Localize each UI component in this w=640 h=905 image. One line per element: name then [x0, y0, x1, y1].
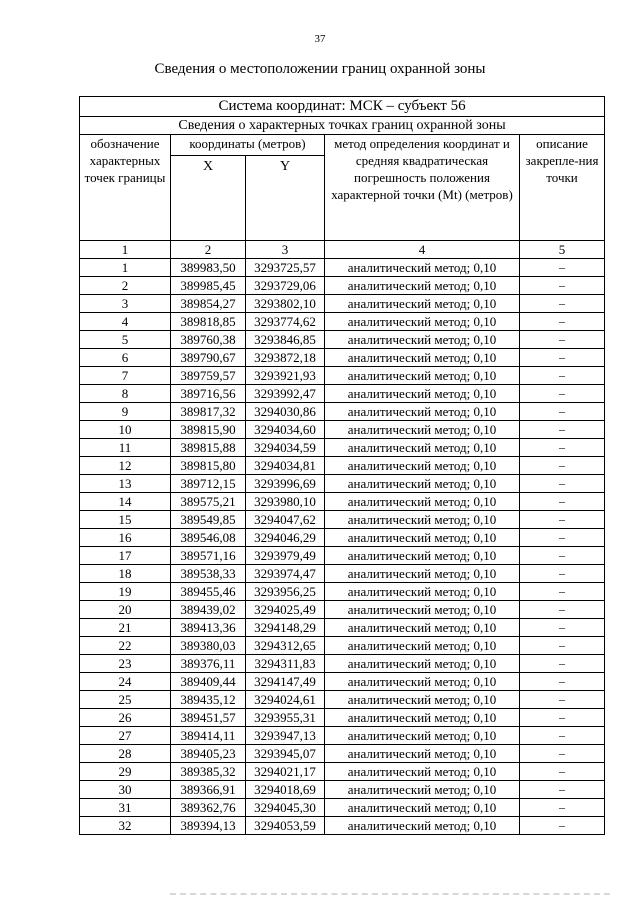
- method-accuracy: аналитический метод; 0,10: [325, 745, 520, 763]
- point-number: 5: [80, 331, 171, 349]
- method-accuracy: аналитический метод; 0,10: [325, 529, 520, 547]
- method-accuracy: аналитический метод; 0,10: [325, 781, 520, 799]
- coordinates-column-header: координаты (метров): [171, 135, 325, 156]
- y-coordinate: 3294025,49: [246, 601, 325, 619]
- method-accuracy: аналитический метод; 0,10: [325, 565, 520, 583]
- y-coordinate: 3293725,57: [246, 259, 325, 277]
- column-number: 1: [80, 241, 171, 259]
- method-accuracy: аналитический метод; 0,10: [325, 511, 520, 529]
- column-number: 2: [171, 241, 246, 259]
- point-number: 14: [80, 493, 171, 511]
- y-coordinate: 3293974,47: [246, 565, 325, 583]
- x-coordinate: 389790,67: [171, 349, 246, 367]
- point-description: –: [520, 259, 605, 277]
- table-row: [80, 421, 605, 439]
- x-coordinate: 389815,88: [171, 439, 246, 457]
- table-row: [80, 313, 605, 331]
- point-number: 9: [80, 403, 171, 421]
- point-number: 20: [80, 601, 171, 619]
- point-description: –: [520, 493, 605, 511]
- x-coordinate: 389759,57: [171, 367, 246, 385]
- x-coordinate: 389985,45: [171, 277, 246, 295]
- point-number: 19: [80, 583, 171, 601]
- table-row: [80, 673, 605, 691]
- point-number: 8: [80, 385, 171, 403]
- y-coordinate: 3293802,10: [246, 295, 325, 313]
- point-description: –: [520, 673, 605, 691]
- table-row: [80, 655, 605, 673]
- point-description: –: [520, 727, 605, 745]
- point-description: –: [520, 511, 605, 529]
- method-accuracy: аналитический метод; 0,10: [325, 367, 520, 385]
- x-coordinate: 389712,15: [171, 475, 246, 493]
- y-coordinate: 3293956,25: [246, 583, 325, 601]
- column-number: 3: [246, 241, 325, 259]
- method-accuracy: аналитический метод; 0,10: [325, 439, 520, 457]
- table-row: [80, 763, 605, 781]
- column-numbers-row: [80, 241, 605, 259]
- table-row: [80, 403, 605, 421]
- method-accuracy: аналитический метод; 0,10: [325, 655, 520, 673]
- scan-artifact-marks: [170, 893, 610, 901]
- y-coordinate: 3294034,81: [246, 457, 325, 475]
- y-coordinate: 3294053,59: [246, 817, 325, 835]
- description-column-header: описание закрепле-ния точки: [520, 135, 605, 241]
- x-coordinate: 389854,27: [171, 295, 246, 313]
- point-description: –: [520, 421, 605, 439]
- point-number: 10: [80, 421, 171, 439]
- x-coordinate: 389376,11: [171, 655, 246, 673]
- method-accuracy: аналитический метод; 0,10: [325, 277, 520, 295]
- table-row: [80, 691, 605, 709]
- table-row: [80, 709, 605, 727]
- method-accuracy: аналитический метод; 0,10: [325, 403, 520, 421]
- point-number: 16: [80, 529, 171, 547]
- system-header-row: [80, 97, 605, 117]
- point-description: –: [520, 349, 605, 367]
- table-row: [80, 331, 605, 349]
- point-number: 12: [80, 457, 171, 475]
- table-row: [80, 349, 605, 367]
- points-header-row: [80, 117, 605, 135]
- y-coordinate: 3293992,47: [246, 385, 325, 403]
- point-description: –: [520, 439, 605, 457]
- table-row: [80, 547, 605, 565]
- x-coordinate: 389538,33: [171, 565, 246, 583]
- x-coordinate: 389413,36: [171, 619, 246, 637]
- table-row: [80, 295, 605, 313]
- table-row: [80, 745, 605, 763]
- point-number: 3: [80, 295, 171, 313]
- column-number: 5: [520, 241, 605, 259]
- point-number: 2: [80, 277, 171, 295]
- point-description: –: [520, 655, 605, 673]
- point-description: –: [520, 745, 605, 763]
- method-accuracy: аналитический метод; 0,10: [325, 727, 520, 745]
- table-row: [80, 817, 605, 835]
- method-accuracy: аналитический метод; 0,10: [325, 619, 520, 637]
- point-number: 32: [80, 817, 171, 835]
- point-description: –: [520, 457, 605, 475]
- point-description: –: [520, 313, 605, 331]
- method-column-header: метод определения координат и средняя квадратическая погрешность положения характерной точки (Mt) (метров): [325, 135, 520, 241]
- y-coordinate: 3293846,85: [246, 331, 325, 349]
- point-number: 30: [80, 781, 171, 799]
- y-coordinate: 3294034,59: [246, 439, 325, 457]
- x-coordinate: 389716,56: [171, 385, 246, 403]
- table-row: [80, 457, 605, 475]
- point-description: –: [520, 781, 605, 799]
- method-accuracy: аналитический метод; 0,10: [325, 763, 520, 781]
- y-coordinate: 3294021,17: [246, 763, 325, 781]
- y-coordinate: 3294030,86: [246, 403, 325, 421]
- table-row: [80, 277, 605, 295]
- y-coordinate: 3294046,29: [246, 529, 325, 547]
- method-accuracy: аналитический метод; 0,10: [325, 475, 520, 493]
- table-row: [80, 799, 605, 817]
- points-section-header: Сведения о характерных точках границ охранной зоны: [80, 117, 605, 135]
- table-row: [80, 493, 605, 511]
- y-coordinate: 3293729,06: [246, 277, 325, 295]
- method-accuracy: аналитический метод; 0,10: [325, 349, 520, 367]
- x-coordinate: 389575,21: [171, 493, 246, 511]
- method-accuracy: аналитический метод; 0,10: [325, 601, 520, 619]
- x-coordinate: 389760,38: [171, 331, 246, 349]
- method-accuracy: аналитический метод; 0,10: [325, 493, 520, 511]
- x-coordinate: 389435,12: [171, 691, 246, 709]
- point-number: 24: [80, 673, 171, 691]
- table-row: [80, 781, 605, 799]
- point-number: 15: [80, 511, 171, 529]
- point-description: –: [520, 619, 605, 637]
- point-description: –: [520, 475, 605, 493]
- x-coordinate: 389366,91: [171, 781, 246, 799]
- y-coordinate: 3293872,18: [246, 349, 325, 367]
- point-number: 21: [80, 619, 171, 637]
- x-coordinate: 389815,80: [171, 457, 246, 475]
- table-row: [80, 619, 605, 637]
- coordinate-system-header: Система координат: МСК – субъект 56: [80, 97, 605, 117]
- point-description: –: [520, 799, 605, 817]
- y-coordinate: 3294024,61: [246, 691, 325, 709]
- y-coordinate: 3294047,62: [246, 511, 325, 529]
- y-coordinate: 3294311,83: [246, 655, 325, 673]
- x-coordinate: 389394,13: [171, 817, 246, 835]
- method-accuracy: аналитический метод; 0,10: [325, 547, 520, 565]
- point-description: –: [520, 367, 605, 385]
- x-coordinate: 389409,44: [171, 673, 246, 691]
- table-row: [80, 601, 605, 619]
- point-number: 18: [80, 565, 171, 583]
- y-coordinate: 3294147,49: [246, 673, 325, 691]
- table-row: [80, 583, 605, 601]
- point-description: –: [520, 277, 605, 295]
- point-description: –: [520, 295, 605, 313]
- x-coordinate: 389455,46: [171, 583, 246, 601]
- y-coordinate: 3293945,07: [246, 745, 325, 763]
- y-coordinate: 3294034,60: [246, 421, 325, 439]
- method-accuracy: аналитический метод; 0,10: [325, 673, 520, 691]
- method-accuracy: аналитический метод; 0,10: [325, 817, 520, 835]
- x-coordinate: 389546,08: [171, 529, 246, 547]
- point-number: 23: [80, 655, 171, 673]
- table-row: [80, 367, 605, 385]
- point-description: –: [520, 709, 605, 727]
- table-row: [80, 439, 605, 457]
- point-number: 25: [80, 691, 171, 709]
- method-accuracy: аналитический метод; 0,10: [325, 457, 520, 475]
- point-number: 22: [80, 637, 171, 655]
- page-number: 37: [314, 33, 326, 45]
- point-number: 13: [80, 475, 171, 493]
- table-row: [80, 727, 605, 745]
- method-accuracy: аналитический метод; 0,10: [325, 637, 520, 655]
- point-description: –: [520, 763, 605, 781]
- x-coordinate: 389818,85: [171, 313, 246, 331]
- y-coordinate: 3293979,49: [246, 547, 325, 565]
- point-number: 6: [80, 349, 171, 367]
- x-coordinate: 389571,16: [171, 547, 246, 565]
- x-coordinate: 389380,03: [171, 637, 246, 655]
- y-coordinate: 3293947,13: [246, 727, 325, 745]
- method-accuracy: аналитический метод; 0,10: [325, 385, 520, 403]
- point-description: –: [520, 691, 605, 709]
- x-coordinate: 389414,11: [171, 727, 246, 745]
- point-description: –: [520, 403, 605, 421]
- designation-column-header: обозначение характерных точек границы: [80, 135, 171, 241]
- point-number: 11: [80, 439, 171, 457]
- point-number: 28: [80, 745, 171, 763]
- method-accuracy: аналитический метод; 0,10: [325, 295, 520, 313]
- y-column-header: Y: [246, 156, 325, 241]
- point-number: 27: [80, 727, 171, 745]
- y-coordinate: 3293921,93: [246, 367, 325, 385]
- document-title: Сведения о местоположении границ охранной зоны: [154, 61, 486, 77]
- table-row: [80, 385, 605, 403]
- table-row: [80, 565, 605, 583]
- y-coordinate: 3293955,31: [246, 709, 325, 727]
- y-coordinate: 3293996,69: [246, 475, 325, 493]
- method-accuracy: аналитический метод; 0,10: [325, 313, 520, 331]
- point-number: 17: [80, 547, 171, 565]
- method-accuracy: аналитический метод; 0,10: [325, 331, 520, 349]
- method-accuracy: аналитический метод; 0,10: [325, 583, 520, 601]
- point-number: 4: [80, 313, 171, 331]
- table-row: [80, 637, 605, 655]
- y-coordinate: 3293774,62: [246, 313, 325, 331]
- point-description: –: [520, 385, 605, 403]
- point-description: –: [520, 583, 605, 601]
- point-description: –: [520, 817, 605, 835]
- point-description: –: [520, 529, 605, 547]
- x-coordinate: 389385,32: [171, 763, 246, 781]
- method-accuracy: аналитический метод; 0,10: [325, 421, 520, 439]
- point-number: 26: [80, 709, 171, 727]
- x-column-header: X: [171, 156, 246, 241]
- x-coordinate: 389439,02: [171, 601, 246, 619]
- column-number: 4: [325, 241, 520, 259]
- x-coordinate: 389817,32: [171, 403, 246, 421]
- point-number: 29: [80, 763, 171, 781]
- coordinates-table: [79, 96, 605, 835]
- x-coordinate: 389815,90: [171, 421, 246, 439]
- table-row: [80, 475, 605, 493]
- x-coordinate: 389451,57: [171, 709, 246, 727]
- method-accuracy: аналитический метод; 0,10: [325, 259, 520, 277]
- point-description: –: [520, 637, 605, 655]
- y-coordinate: 3294045,30: [246, 799, 325, 817]
- table-row: [80, 259, 605, 277]
- x-coordinate: 389983,50: [171, 259, 246, 277]
- method-accuracy: аналитический метод; 0,10: [325, 691, 520, 709]
- y-coordinate: 3294148,29: [246, 619, 325, 637]
- point-number: 1: [80, 259, 171, 277]
- y-coordinate: 3294312,65: [246, 637, 325, 655]
- method-accuracy: аналитический метод; 0,10: [325, 799, 520, 817]
- table-row: [80, 529, 605, 547]
- y-coordinate: 3294018,69: [246, 781, 325, 799]
- x-coordinate: 389362,76: [171, 799, 246, 817]
- table-row: [80, 511, 605, 529]
- point-number: 7: [80, 367, 171, 385]
- column-header-row: [80, 135, 605, 156]
- point-description: –: [520, 565, 605, 583]
- method-accuracy: аналитический метод; 0,10: [325, 709, 520, 727]
- x-coordinate: 389405,23: [171, 745, 246, 763]
- point-description: –: [520, 547, 605, 565]
- x-coordinate: 389549,85: [171, 511, 246, 529]
- point-number: 31: [80, 799, 171, 817]
- point-description: –: [520, 331, 605, 349]
- point-description: –: [520, 601, 605, 619]
- y-coordinate: 3293980,10: [246, 493, 325, 511]
